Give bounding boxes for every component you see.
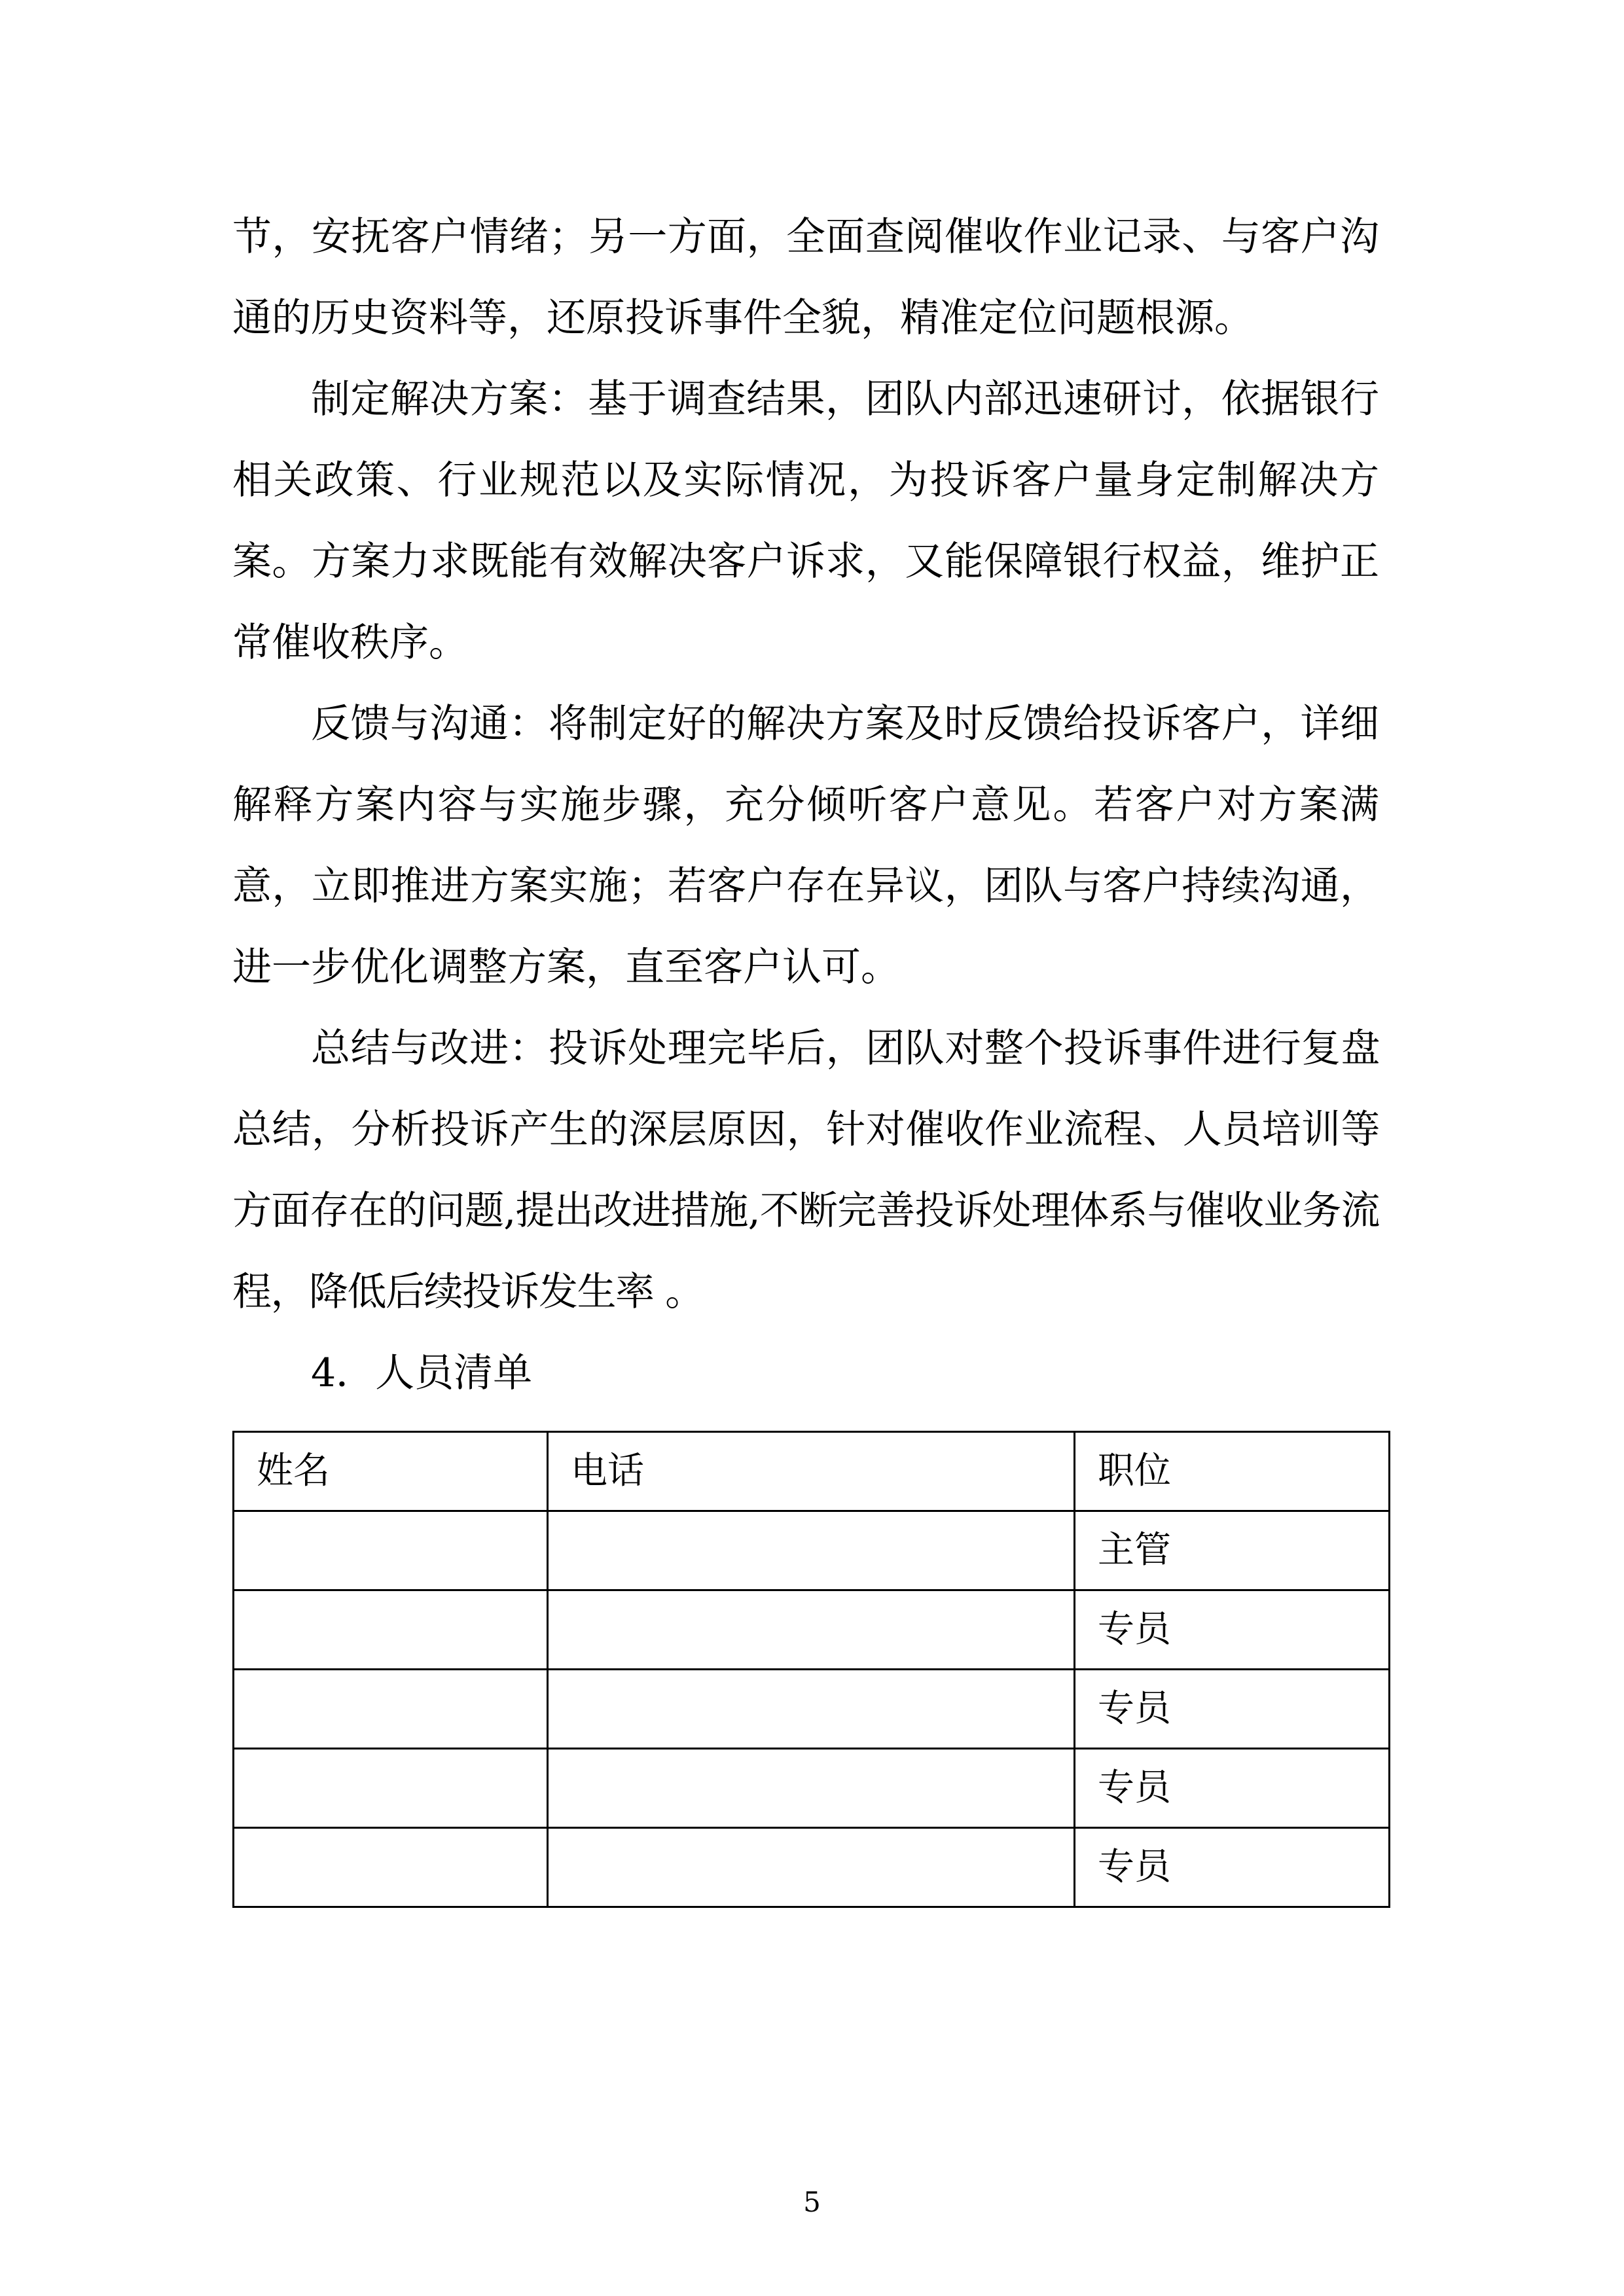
table-row [234,1828,1390,1907]
cell-name[interactable] [234,1828,548,1907]
table-row [234,1749,1390,1828]
cell-phone[interactable] [548,1749,1075,1828]
paragraph-summary-improvement: 总结与改进：投诉处理完毕后，团队对整个投诉事件进行复盘总结，分析投诉产生的深层原因，针对催收作业流程、人员培训等方面存在的问题,提出改进措施,不断完善投诉处理体系与催收业务流程，降低后续投诉发生率 。 [232,1026,1379,1315]
table-row [234,1590,1390,1670]
table-row [234,1511,1390,1590]
cell-name[interactable] [234,1590,548,1670]
cell-phone[interactable] [548,1590,1075,1670]
cell-position[interactable]: 专员 [1075,1828,1390,1907]
page-number: 5 [803,2186,821,2218]
paragraph-solution-design: 制定解决方案：基于调查结果，团队内部迅速研讨，依据银行相关政策、行业规范以及实际情况，为投诉客户量身定制解决方案。方案力求既能有效解决客户诉求，又能保障银行权益，维护正常催收秩序。 [232,376,1379,666]
cell-phone[interactable] [548,1670,1075,1749]
cell-phone[interactable] [548,1511,1075,1590]
column-header-phone: 电话 [548,1432,1075,1511]
paragraph-feedback-communication: 反馈与沟通：将制定好的解决方案及时反馈给投诉客户，详细解释方案内容与实施步骤，充分倾听客户意见。若客户对方案满意，立即推进方案实施；若客户存在异议，团队与客户持续沟通，进一步优化调整方案，直至客户认可。 [232,701,1379,990]
cell-position[interactable]: 主管 [1075,1511,1390,1590]
cell-position[interactable]: 专员 [1075,1749,1390,1828]
cell-position[interactable]: 专员 [1075,1590,1390,1670]
cell-name[interactable] [234,1749,548,1828]
table-row [234,1670,1390,1749]
cell-name[interactable] [234,1670,548,1749]
cell-phone[interactable] [548,1828,1075,1907]
cell-name[interactable] [234,1511,548,1590]
cell-position[interactable]: 专员 [1075,1670,1390,1749]
column-header-name: 姓名 [234,1432,548,1511]
personnel-roster-table [232,1431,1390,1908]
section-heading-personnel-list: 4．人员清单 [311,1350,533,1396]
paragraph-investigation-tail: 节，安抚客户情绪；另一方面，全面查阅催收作业记录、与客户沟通的历史资料等，还原投诉事件全貌，精准定位问题根源。 [232,214,1379,341]
column-header-position: 职位 [1075,1432,1390,1511]
table-header-row [234,1432,1390,1511]
page-content [232,196,1379,1908]
